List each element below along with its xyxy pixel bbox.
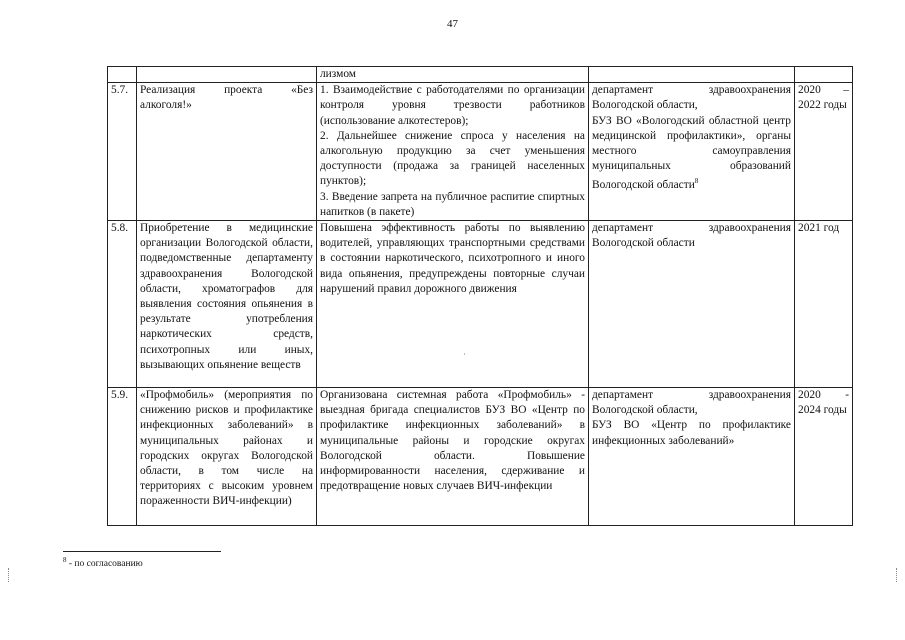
period-cell: 2021 год — [795, 221, 853, 388]
cell-period-continuation — [795, 67, 853, 83]
executor-cell — [589, 388, 795, 526]
measure-cell — [137, 83, 317, 221]
result-text: 1. Взаимодействие с работодателями по организации контроля уровня трезвости работников (использование алкотестеров); 2. Дальнейшее снижение спроса у населения на алкогольную продукцию за счет уменьшения доступности (продажа за границей населенных пунктов); 3. Введение запрета на публичное распитие спиртных напитков (в пакете) — [320, 84, 585, 218]
executor-text: департамент здравоохранения Вологодской области — [592, 222, 791, 250]
measures-table — [107, 66, 853, 526]
executor-cell — [589, 83, 795, 221]
table-row — [108, 221, 853, 388]
cell-result-continuation — [317, 67, 589, 83]
scan-edge-mark-right — [896, 568, 898, 582]
result-cell — [317, 83, 589, 221]
result-cell — [317, 388, 589, 526]
period-cell: 2020 - 2024 годы — [795, 388, 853, 526]
measure-cell — [137, 221, 317, 388]
page-number: 47 — [447, 18, 458, 30]
continuation-text: лизмом — [320, 68, 357, 80]
executor-text: департамент здравоохранения Вологодской области, БУЗ ВО «Вологодский областной центр медицинской профилактики», органы местного самоуправления муниципальных образований Вологодской области$^8$ — [592, 84, 791, 192]
cell-num-continuation — [108, 67, 137, 83]
row-number: 5.9. — [108, 388, 137, 526]
footnote-marker: 8 — [63, 556, 67, 564]
row-number: 5.8. — [108, 221, 137, 388]
result-text: Повышена эффективность работы по выявлению водителей, управляющих транспортными средствами в состоянии наркотического, психотропного и иного вида опьянения, предупреждены повторные случаи нарушений правил дорожного движения — [320, 222, 585, 295]
stray-dot: ˙ — [463, 352, 466, 361]
row-number: 5.7. — [108, 83, 137, 221]
measure-cell — [137, 388, 317, 526]
footnote — [63, 556, 143, 569]
table-row — [108, 388, 853, 526]
footnote-ref: 8 — [694, 177, 699, 186]
measure-text: Приобретение в медицинские организации Вологодской области, подведомственные департаменту здравоохранения Вологодской области, хроматографов для выявления состояния опьянения в результате употребления наркотических средств, психотропных или иных, вызывающих опьянение веществ — [140, 222, 313, 371]
cell-measure-continuation — [137, 67, 317, 83]
executor-text: департамент здравоохранения Вологодской области, БУЗ ВО «Центр по профилактике инфекционных заболеваний» — [592, 389, 791, 447]
scan-edge-mark-left — [8, 568, 10, 582]
period-cell: 2020 – 2022 годы — [795, 83, 853, 221]
executor-cell — [589, 221, 795, 388]
footnote-divider — [63, 551, 221, 552]
footnote-text: - по согласованию — [68, 559, 143, 570]
result-cell — [317, 221, 589, 388]
measure-text: Реализация проекта «Без алкоголя!» — [140, 84, 313, 112]
table-row-continuation — [108, 67, 853, 83]
result-text: Организована системная работа «Профмобиль» - выездная бригада специалистов БУЗ ВО «Центр по профилактике инфекционных заболеваний» в муниципальные районы и городские округах Вологодской области. Повышение информированности населения, сдерживание и предотвращение новых случаев ВИЧ-инфекции — [320, 389, 585, 493]
measure-text: «Профмобиль» (мероприятия по снижению рисков и профилактике инфекционных заболеваний» в муниципальных районах и городских округах Вологодской области, в том числе на территориях с высоким уровнем пораженности ВИЧ-инфекции) — [140, 389, 313, 508]
table-row — [108, 83, 853, 221]
cell-executor-continuation — [589, 67, 795, 83]
